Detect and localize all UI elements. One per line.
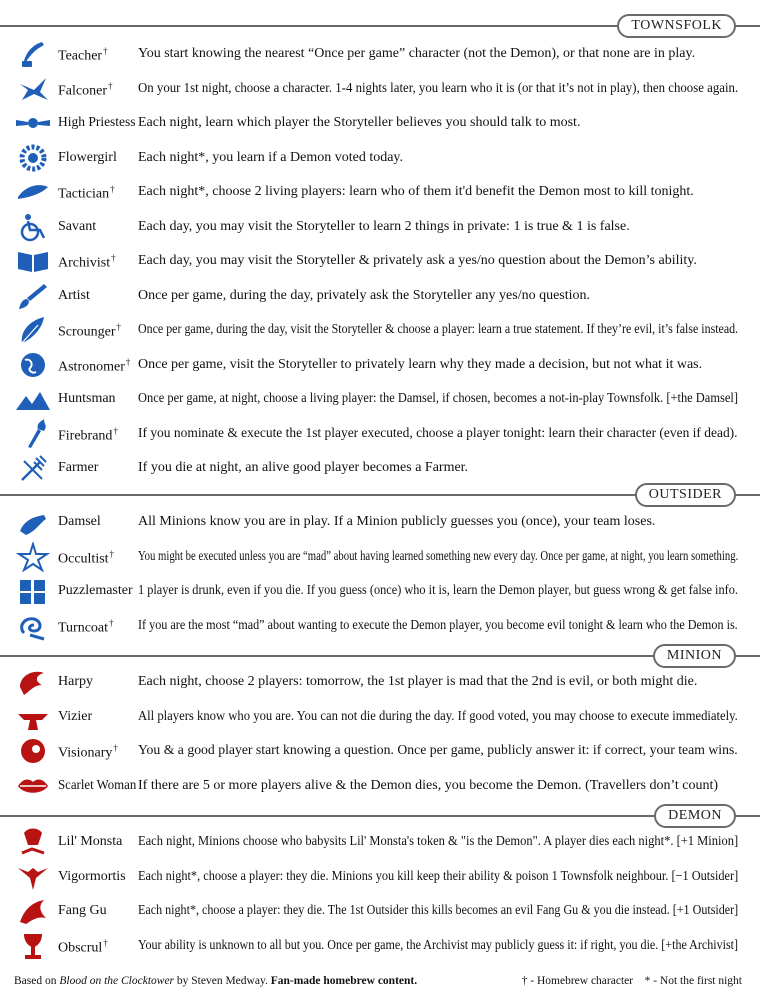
role-name: Huntsman	[58, 391, 116, 406]
role-row-damsel	[0, 506, 760, 540]
role-name: Scarlet Woman	[58, 777, 137, 793]
role-row-vizier	[0, 701, 760, 735]
role-name: Firebrand†	[58, 425, 118, 444]
role-ability: Each day, you may visit the Storyteller & privately ask a yes/no question about the Demon’s ability.	[138, 253, 697, 268]
outsider-section-header: OUTSIDER	[635, 483, 736, 507]
star-sigil-icon	[14, 542, 52, 572]
credits-author: by Steven Medway.	[174, 975, 271, 987]
role-name: Occultist†	[58, 548, 115, 567]
credits	[14, 975, 417, 987]
winged-sun-icon	[14, 108, 52, 138]
role-row-turncoat	[0, 610, 760, 644]
role-ability: Each night*, choose 2 living players: learn who of them it'd benefit the Demon most to kill tonight.	[138, 184, 694, 199]
role-name: Teacher†	[58, 46, 108, 64]
role-ability: Once per game, visit the Storyteller to privately learn why they made a decision, but not what it was.	[138, 356, 703, 372]
role-name: Obscrul†	[58, 937, 108, 956]
feather-icon	[14, 315, 52, 345]
role-ability: Each night, Minions choose who babysits Lil' Monsta's token & "is the Demon". A player dies each night*. [+1 Minion]	[138, 834, 739, 849]
homebrew-marker: †	[113, 743, 118, 753]
role-row-huntsman	[0, 383, 760, 417]
slipper-icon	[14, 507, 52, 537]
tricorn-hat-icon	[14, 177, 52, 207]
pitchfork-icon	[14, 453, 52, 483]
role-name: Visionary†	[58, 743, 118, 761]
role-row-puzzlemaster	[0, 575, 760, 609]
role-ability: If you are the most “mad” about wanting to execute the Demon player, you become evil tonight & learn who the Demon is.	[138, 617, 738, 633]
role-name: Puzzlemaster	[58, 583, 133, 598]
role-row-vigormortis	[0, 861, 760, 895]
role-row-astronomer	[0, 349, 760, 383]
homebrew-marker: †	[103, 46, 108, 56]
crown-icon	[14, 702, 52, 732]
lil-monsta-icon	[14, 827, 52, 857]
role-name: Farmer	[58, 460, 99, 475]
townsfolk-section-header: TOWNSFOLK	[617, 14, 736, 38]
legend: † - Homebrew character * - Not the first night	[521, 975, 742, 987]
role-row-harpy	[0, 666, 760, 700]
demon-divider	[0, 815, 760, 817]
role-ability: If you nominate & execute the 1st player executed, choose a player tonight: learn their character (even if dead).	[138, 425, 738, 441]
role-row-tactician	[0, 176, 760, 210]
swirl-icon	[14, 611, 52, 641]
role-ability: Your ability is unknown to all but you. Once per game, the Archivist may publicly guess it: if right, you die. [+the Archivist]	[138, 937, 739, 953]
role-row-visionary	[0, 735, 760, 769]
role-row-obscrul	[0, 930, 760, 964]
paintbrush-icon	[14, 281, 52, 311]
fanmade-notice: Fan-made homebrew content.	[270, 975, 418, 987]
role-ability: Once per game, during the day, privately ask the Storyteller any yes/no question.	[138, 287, 591, 303]
role-row-flowergirl	[0, 142, 760, 176]
role-ability: You start knowing the nearest “Once per game” character (not the Demon), or that none are in play.	[138, 46, 696, 61]
harpy-icon	[14, 667, 52, 697]
role-name: Savant	[58, 218, 97, 234]
flower-icon	[14, 143, 52, 173]
role-ability: Each day, you may visit the Storyteller to learn 2 things in private: 1 is true & 1 is false.	[138, 218, 630, 234]
homebrew-marker: †	[109, 548, 115, 559]
homebrew-marker: †	[107, 80, 113, 91]
role-row-farmer	[0, 452, 760, 486]
role-name: Artist	[58, 287, 90, 303]
role-name: Vizier	[58, 708, 93, 724]
credits-prefix: Based on	[14, 975, 60, 987]
winged-skull-icon	[14, 862, 52, 892]
role-name: Astronomer†	[58, 356, 131, 375]
mountains-icon	[14, 384, 52, 414]
role-row-artist	[0, 280, 760, 314]
role-name: Falconer†	[58, 80, 113, 99]
role-ability: You might be executed unless you are “mad” about having learned something new every day. Once per game, at night, you learn something.	[138, 548, 739, 564]
role-row-scrounger	[0, 314, 760, 348]
role-ability: If there are 5 or more players alive & the Demon dies, you become the Demon. (Travellers don’t count)	[138, 777, 719, 793]
puzzle-icon	[14, 576, 52, 606]
role-ability: Once per game, during the day, visit the Storyteller & choose a player: learn a true statement. If they’re evil, it’s false instead.	[138, 322, 739, 337]
role-ability: Each night, learn which player the Storyteller believes you should talk to most.	[138, 115, 581, 130]
role-name: Lil' Monsta	[58, 834, 123, 849]
homebrew-marker: †	[113, 425, 118, 436]
demon-section-header: DEMON	[654, 804, 736, 828]
minion-section-header: MINION	[653, 644, 736, 668]
role-row-firebrand	[0, 418, 760, 452]
role-row-high-priestess	[0, 107, 760, 141]
role-name: Scrounger†	[58, 322, 122, 340]
role-name: Flowergirl	[58, 149, 117, 165]
minion-divider	[0, 655, 760, 657]
homebrew-marker: †	[103, 937, 108, 948]
quill-icon	[14, 39, 52, 69]
embryo-icon	[14, 736, 52, 766]
homebrew-marker: †	[125, 356, 131, 367]
role-ability: All Minions know you are in play. If a Minion publicly guesses you (once), your team loses.	[138, 514, 656, 529]
role-ability: Each night*, you learn if a Demon voted today.	[138, 149, 404, 165]
role-ability: On your 1st night, choose a character. 1-4 nights later, you learn who it is (or that it’s not in play), then choose again.	[138, 80, 739, 96]
lips-icon	[14, 771, 52, 801]
role-name: Vigormortis	[58, 868, 126, 884]
torch-icon	[14, 419, 52, 449]
role-ability: All players know who you are. You can not die during the day. If good voted, you may choose to execute immediately.	[138, 708, 738, 724]
role-row-falconer	[0, 73, 760, 107]
goblet-icon	[14, 931, 52, 961]
role-ability: You & a good player start knowing a question. Once per game, publicly answer it: if correct, your team wins.	[138, 743, 738, 758]
role-name: Turncoat†	[58, 617, 114, 636]
wheelchair-icon	[14, 212, 52, 242]
role-name: Tactician†	[58, 184, 115, 202]
role-row-savant	[0, 211, 760, 245]
dragon-icon	[14, 896, 52, 926]
role-ability: Once per game, at night, choose a living player: the Damsel, if chosen, becomes a not-in-play Townsfolk. [+the Damsel]	[138, 391, 738, 406]
role-name: High Priestess	[58, 115, 136, 130]
role-name: Archivist†	[58, 253, 116, 271]
role-name: Fang Gu	[58, 903, 107, 918]
role-row-lil-monsta	[0, 826, 760, 860]
role-ability: Each night, choose 2 players: tomorrow, the 1st player is mad that the 2nd is evil, or both might die.	[138, 674, 698, 689]
homebrew-marker: †	[116, 322, 122, 332]
homebrew-marker: †	[109, 617, 114, 628]
role-name: Damsel	[58, 514, 101, 529]
role-ability: If you die at night, an alive good player becomes a Farmer.	[138, 460, 469, 475]
role-row-teacher	[0, 38, 760, 72]
role-row-scarlet-woman	[0, 770, 760, 804]
homebrew-marker: †	[110, 184, 115, 194]
role-ability: Each night*, choose a player: they die. The 1st Outsider this kills becomes an evil Fang Gu & you die instead. [+1 Outsider]	[138, 903, 739, 918]
globe-icon	[14, 350, 52, 380]
open-book-icon	[14, 246, 52, 276]
game-title: Blood on the Clocktower	[59, 975, 175, 987]
role-ability: 1 player is drunk, even if you die. If you guess (once) who it is, learn the Demon player, but guess wrong & get false info.	[138, 583, 738, 598]
role-row-fang-gu	[0, 895, 760, 929]
role-name: Harpy	[58, 674, 93, 689]
homebrew-marker: †	[111, 253, 116, 263]
role-row-occultist	[0, 541, 760, 575]
role-ability: Each night*, choose a player: they die. Minions you kill keep their ability & poison 1 Townsfolk neighbour. [−1 Outsider]	[138, 868, 739, 884]
falcon-icon	[14, 74, 52, 104]
role-row-archivist	[0, 245, 760, 279]
